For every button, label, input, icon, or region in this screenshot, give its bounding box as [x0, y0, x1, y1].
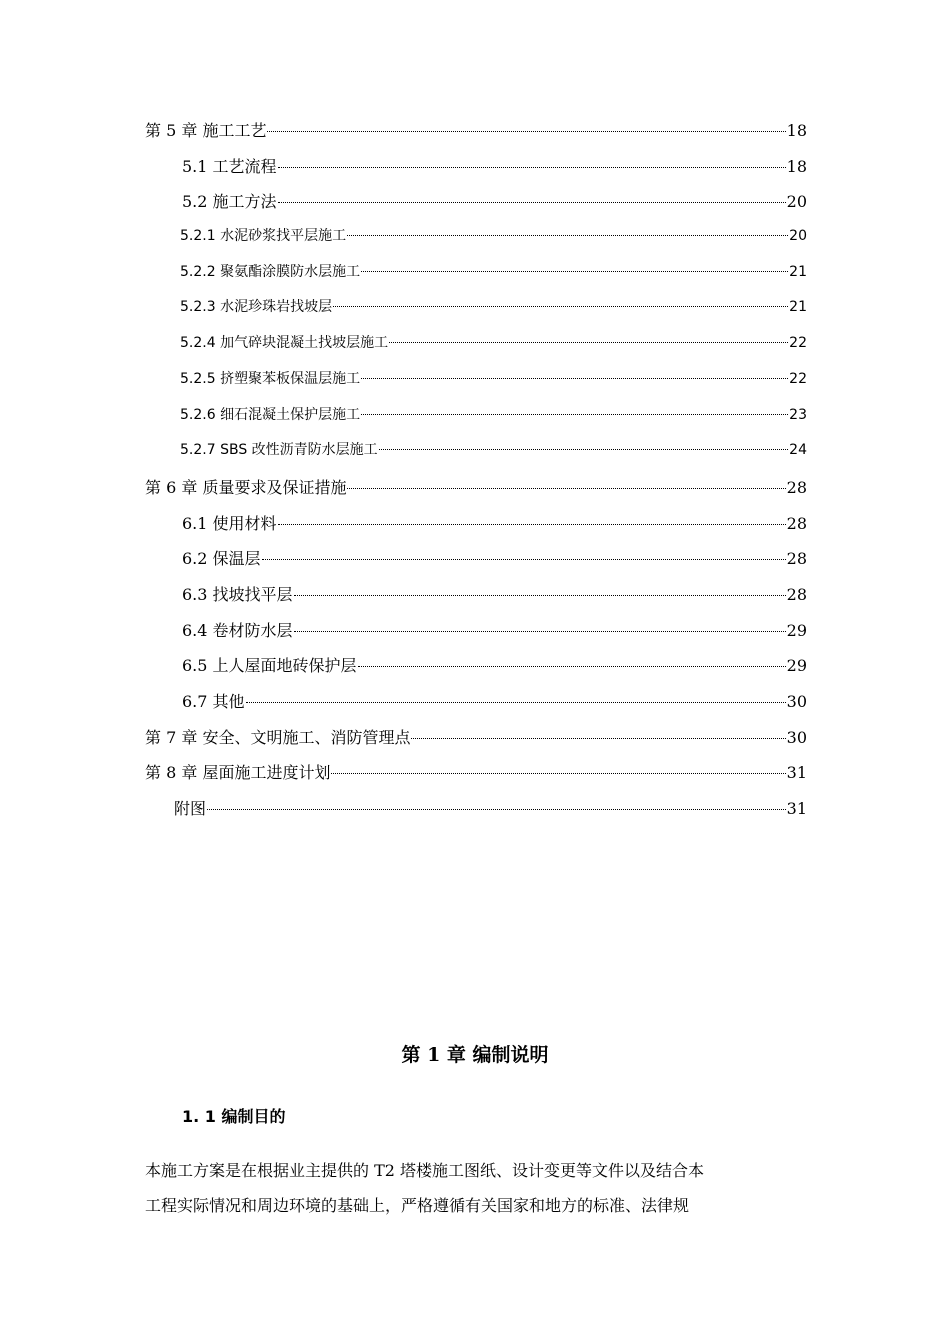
- toc-entry[interactable]: [145, 546, 807, 582]
- toc-leader-dots: [294, 631, 786, 632]
- toc-leader-dots: [262, 559, 786, 560]
- toc-entry-title: 6.4 卷材防水层: [182, 620, 293, 640]
- toc-leader-dots: [246, 702, 786, 703]
- toc-entry-page: 18: [786, 121, 807, 140]
- toc-leader-dots: [331, 773, 785, 774]
- toc-entry-page: 18: [786, 156, 807, 176]
- toc-entry-page: 24: [789, 442, 807, 459]
- toc-entry[interactable]: [145, 189, 807, 225]
- toc-leader-dots: [358, 666, 786, 667]
- toc-entry-title: 第 5 章 施工工艺: [145, 121, 267, 140]
- toc-entry[interactable]: [145, 760, 807, 796]
- toc-entry[interactable]: [145, 511, 807, 547]
- toc-entry-title: 6.7 其他: [182, 692, 245, 711]
- toc-entry-page: 20: [786, 192, 807, 212]
- section-heading: 1. 1 编制目的: [182, 1107, 286, 1126]
- toc-entry[interactable]: [145, 332, 807, 368]
- toc-entry[interactable]: [145, 725, 807, 761]
- toc-entry[interactable]: [145, 582, 807, 618]
- toc-entry-page: 23: [789, 406, 807, 423]
- toc-entry-page: 22: [789, 370, 807, 387]
- toc-entry-page: 30: [786, 727, 807, 747]
- toc-entry-page: 28: [786, 584, 807, 604]
- body-line: 工程实际情况和周边环境的基础上，严格遵循有关国家和地方的标准、法律规: [145, 1196, 690, 1215]
- toc-leader-dots: [411, 738, 785, 739]
- toc-entry-page: 31: [786, 763, 807, 783]
- toc-leader-dots: [347, 235, 788, 236]
- toc-entry[interactable]: [145, 225, 807, 261]
- toc-entry-title: 附图: [174, 799, 207, 819]
- toc-entry-title: 5.2.4 加气碎块混凝土找坡层施工: [180, 335, 389, 352]
- toc-entry-title: 5.2.6 细石混凝土保护层施工: [180, 406, 361, 423]
- toc-entry-page: 28: [786, 513, 807, 533]
- toc-entry-title: 6.5 上人屋面地砖保护层: [182, 656, 357, 676]
- toc-entry[interactable]: [145, 404, 807, 440]
- toc-entry[interactable]: [145, 618, 807, 654]
- toc-leader-dots: [267, 131, 785, 132]
- toc-leader-dots: [278, 524, 786, 525]
- toc-leader-dots: [278, 167, 786, 168]
- toc-entry-title: 第 7 章 安全、文明施工、消防管理点: [145, 727, 411, 747]
- toc-leader-dots: [278, 202, 786, 203]
- toc-entry-page: 28: [786, 477, 807, 497]
- toc-leader-dots: [333, 306, 788, 307]
- toc-entry-page: 30: [786, 692, 807, 711]
- toc-entry[interactable]: [145, 118, 807, 154]
- toc-entry[interactable]: [145, 296, 807, 332]
- toc-entry-title: 5.2.2 聚氨酯涂膜防水层施工: [180, 263, 361, 280]
- toc-leader-dots: [347, 488, 785, 489]
- body-paragraph: [145, 1153, 810, 1223]
- toc-entry-page: 21: [789, 299, 807, 316]
- toc-leader-dots: [361, 271, 788, 272]
- toc-leader-dots: [379, 449, 789, 450]
- toc-entry-title: 5.2.5 挤塑聚苯板保温层施工: [180, 370, 361, 387]
- toc-entry-title: 6.3 找坡找平层: [182, 584, 293, 604]
- toc-entry-title: 5.2.7 SBS 改性沥青防水层施工: [180, 442, 378, 459]
- toc-entry-title: 5.2 施工方法: [182, 192, 277, 212]
- toc-leader-dots: [294, 595, 786, 596]
- toc-entry-title: 5.1 工艺流程: [182, 156, 277, 176]
- toc-entry-title: 第 6 章 质量要求及保证措施: [145, 477, 347, 497]
- toc-entry[interactable]: [145, 154, 807, 190]
- chapter-heading: 第 1 章 编制说明: [401, 1044, 549, 1066]
- toc-leader-dots: [361, 378, 788, 379]
- body-line: 本施工方案是在根据业主提供的 T2 塔楼施工图纸、设计变更等文件以及结合本: [145, 1161, 705, 1180]
- toc-entry-title: 6.2 保温层: [182, 549, 261, 569]
- toc-entry[interactable]: [145, 439, 807, 475]
- toc-entry-title: 5.2.1 水泥砂浆找平层施工: [180, 228, 347, 245]
- toc-entry-page: 31: [786, 799, 807, 819]
- toc-leader-dots: [207, 809, 786, 810]
- toc-entry[interactable]: [145, 689, 807, 725]
- toc-leader-dots: [389, 342, 788, 343]
- toc-entry[interactable]: [145, 653, 807, 689]
- toc-entry[interactable]: [145, 368, 807, 404]
- table-of-contents: [145, 118, 807, 832]
- toc-entry-page: 29: [786, 656, 807, 676]
- toc-entry[interactable]: [145, 475, 807, 511]
- toc-leader-dots: [361, 414, 788, 415]
- toc-entry[interactable]: [145, 796, 807, 832]
- toc-entry-page: 29: [786, 620, 807, 640]
- toc-entry[interactable]: [145, 261, 807, 297]
- toc-entry-title: 第 8 章 屋面施工进度计划: [145, 763, 331, 783]
- toc-entry-page: 20: [789, 228, 807, 245]
- toc-entry-page: 22: [789, 335, 807, 352]
- toc-entry-title: 6.1 使用材料: [182, 513, 277, 533]
- toc-entry-title: 5.2.3 水泥珍珠岩找坡层: [180, 299, 333, 316]
- toc-entry-page: 21: [789, 263, 807, 280]
- toc-entry-page: 28: [786, 549, 807, 569]
